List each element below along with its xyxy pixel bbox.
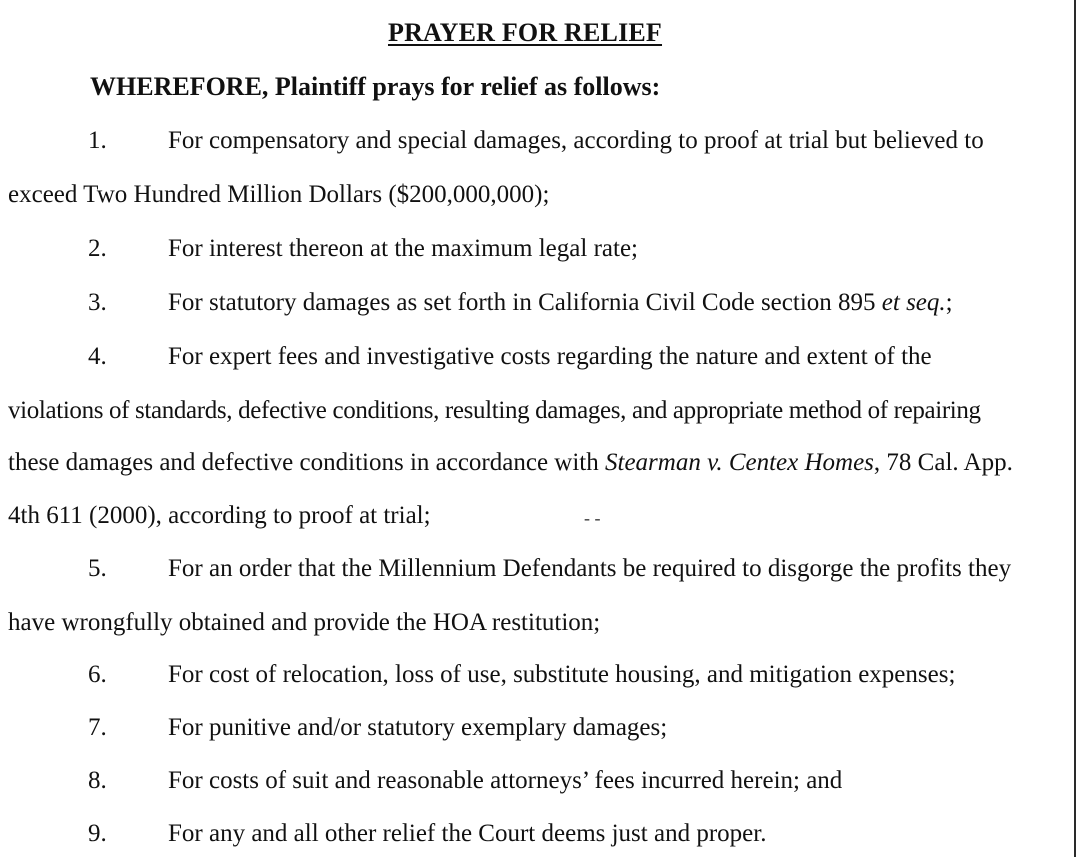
item-text-line: For costs of suit and reasonable attorneys’ fees incurred herein; and — [168, 767, 843, 794]
item-text-continuation: have wrongfully obtained and provide the HOA restitution; — [8, 609, 601, 636]
item-text-line: For cost of relocation, loss of use, substitute housing, and mitigation expenses; — [168, 661, 956, 688]
item-number: 1. — [88, 127, 107, 154]
item-text-line: For any and all other relief the Court deems just and proper. — [168, 820, 767, 847]
item-text-line: For punitive and/or statutory exemplary damages; — [168, 714, 668, 741]
item-text-continuation: violations of standards, defective conditions, resulting damages, and appropriate method of repairing — [8, 397, 981, 424]
item-text-continuation: exceed Two Hundred Million Dollars ($200,000,000); — [8, 181, 550, 208]
wherefore-clause: WHEREFORE, Plaintiff prays for relief as follows: — [90, 72, 661, 101]
section-heading — [0, 18, 1080, 48]
case-citation-name: Stearman v. Centex Homes — [605, 449, 874, 476]
item-text-line: For compensatory and special damages, according to proof at trial but believed to — [168, 127, 984, 154]
item-number: 7. — [88, 714, 107, 741]
heading-text: PRAYER FOR RELIEF — [387, 18, 663, 47]
item-text-line: For interest thereon at the maximum legal rate; — [168, 235, 638, 262]
page-edge-rule — [1074, 0, 1076, 857]
item-text-part: ; — [945, 289, 953, 316]
item-text-line: For expert fees and investigative costs regarding the nature and extent of the — [168, 343, 932, 370]
item-text-line: For an order that the Millennium Defendants be required to disgorge the profits they — [168, 555, 1012, 582]
item-number: 3. — [88, 289, 107, 316]
item-text-part: For statutory damages as set forth in California Civil Code section 895 — [168, 289, 882, 316]
item-number: 8. — [88, 767, 107, 794]
item-number: 6. — [88, 661, 107, 688]
item-number: 2. — [88, 235, 107, 262]
item-text-part: , 78 Cal. App. — [873, 449, 1013, 476]
item-text-part: these damages and defective conditions in accordance with — [8, 449, 605, 476]
item-number: 4. — [88, 343, 107, 370]
item-number: 9. — [88, 820, 107, 847]
item-text-line — [168, 288, 953, 318]
italic-latin-term: et seq. — [881, 289, 946, 316]
item-text-continuation — [8, 448, 1013, 478]
stray-scan-mark: - - — [584, 508, 601, 528]
item-text-continuation: 4th 611 (2000), according to proof at trial; — [8, 502, 431, 529]
item-number: 5. — [88, 555, 107, 582]
